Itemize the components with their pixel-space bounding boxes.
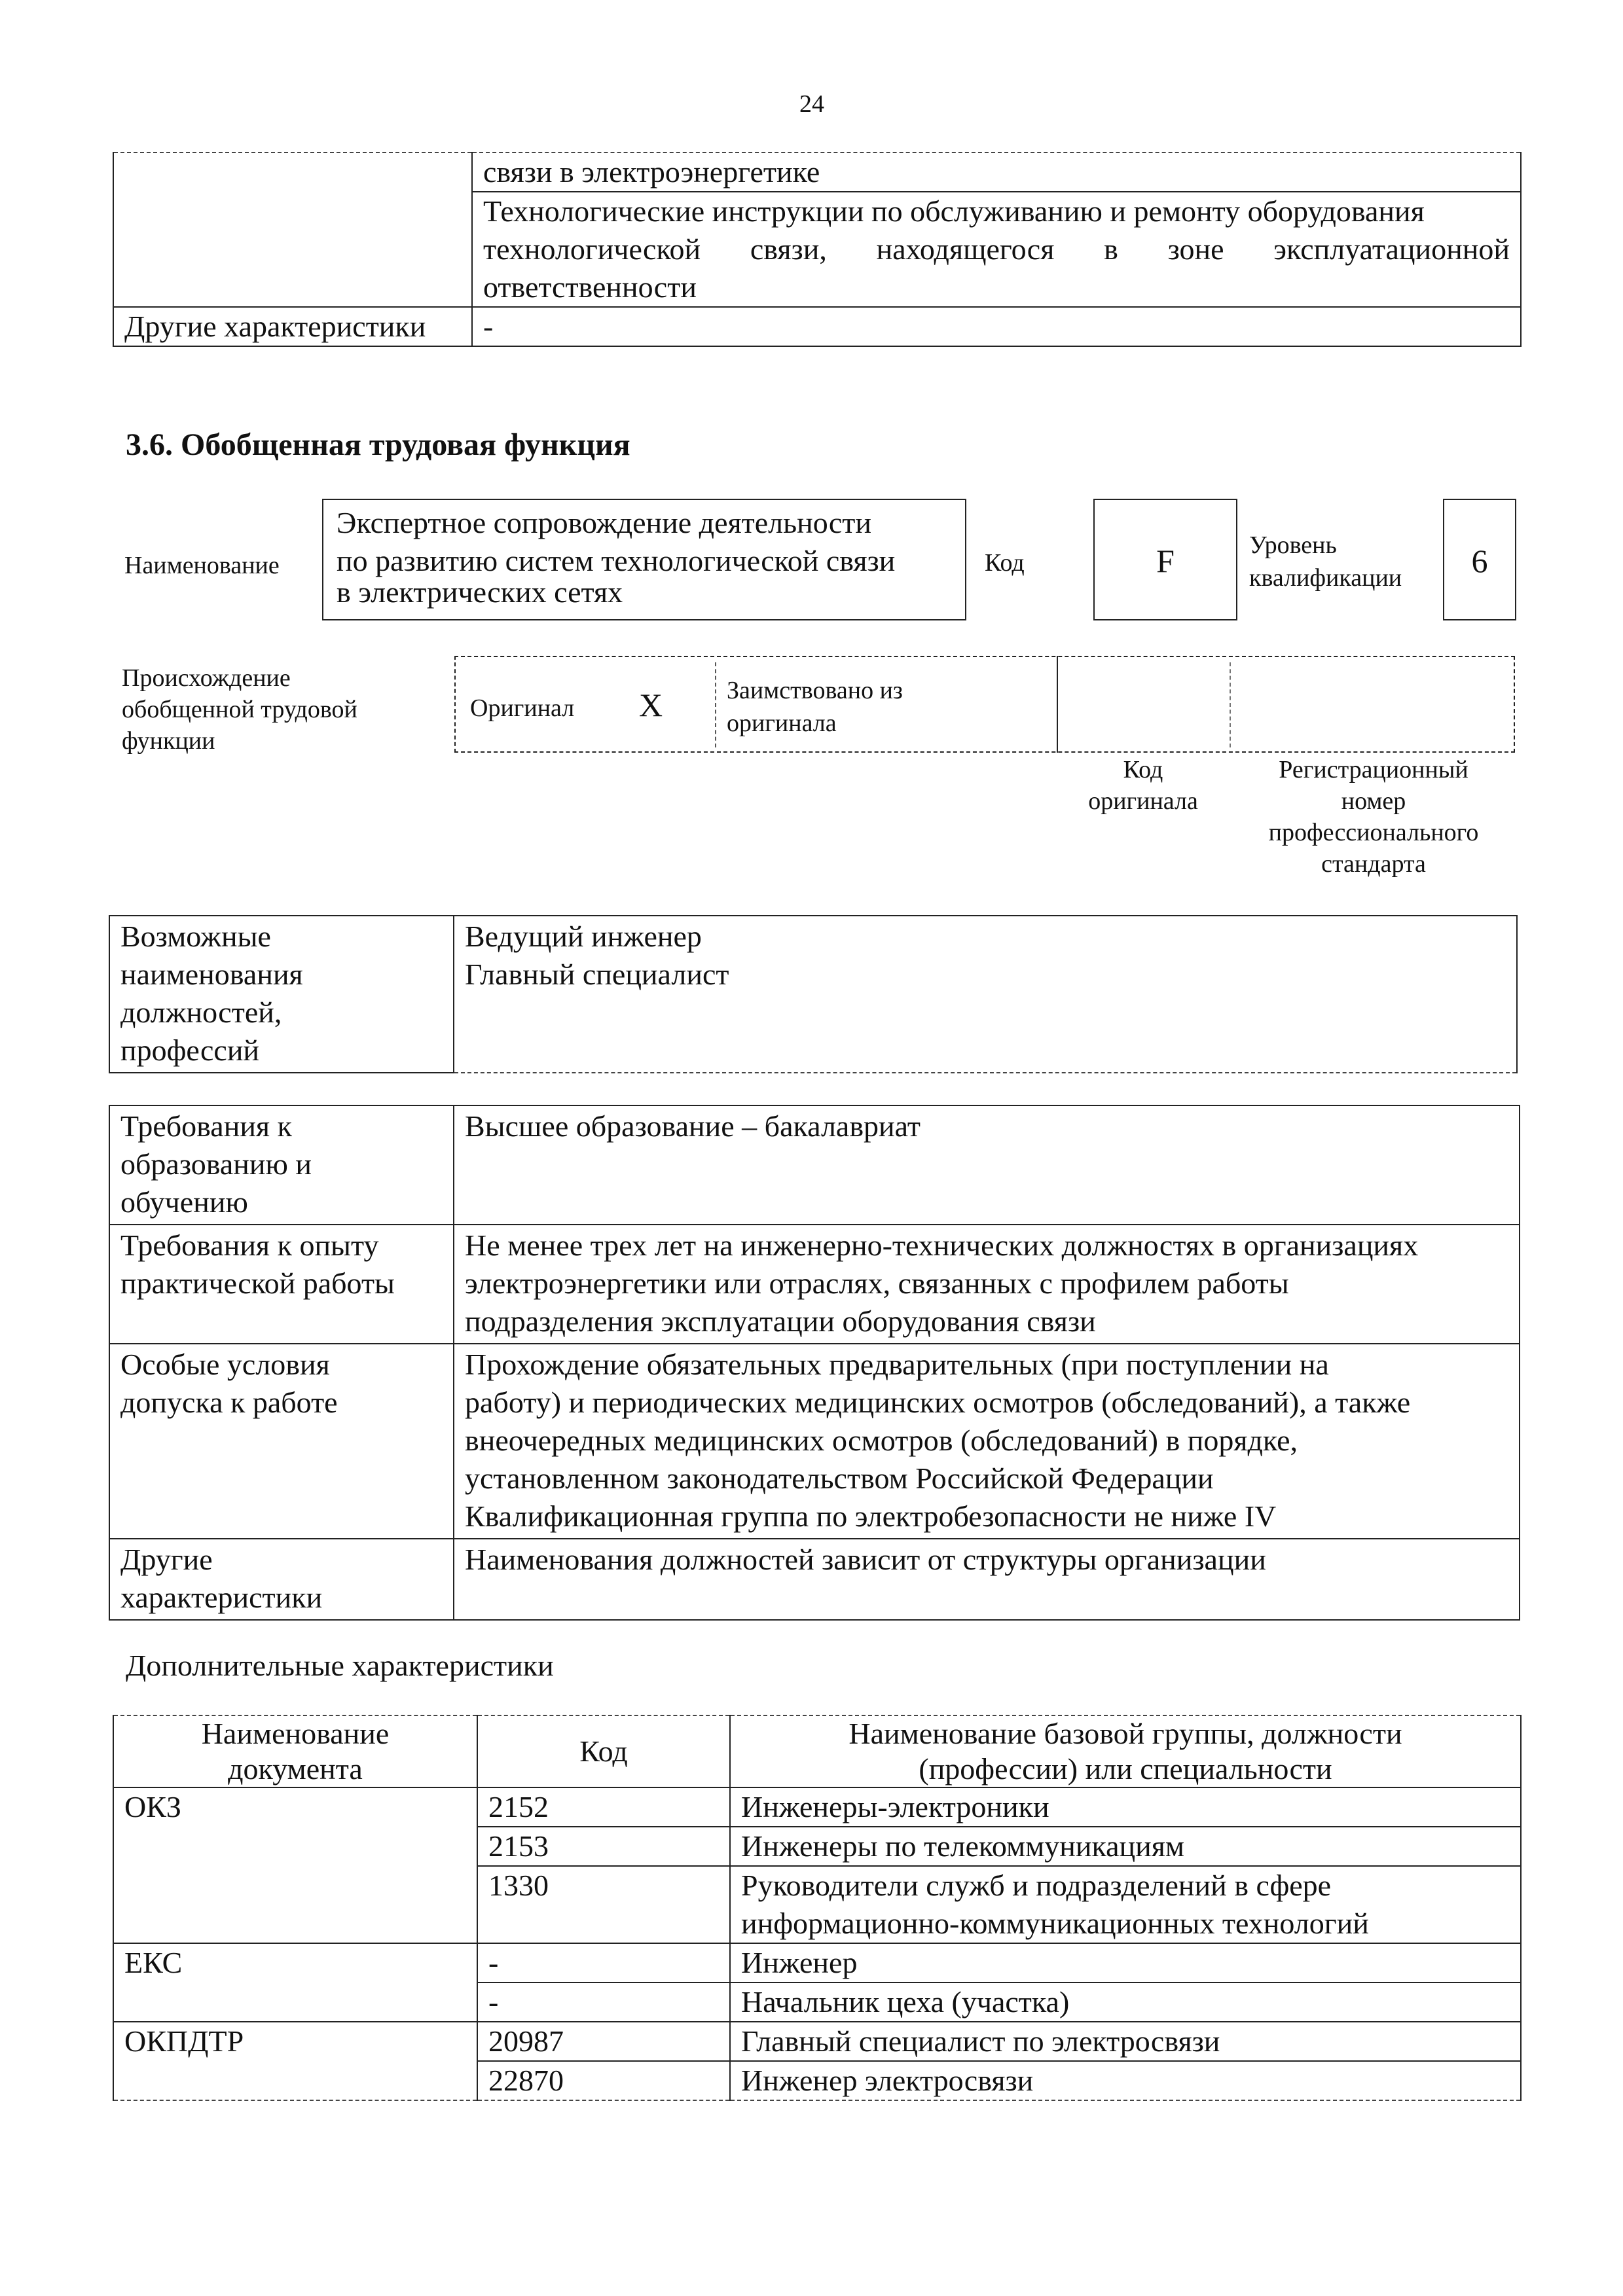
req-conditions-value-line3: внеочередных медицинских осмотров (обследований) в порядке, (465, 1424, 1298, 1457)
name-text-line2: информационно-коммуникационных технологий (741, 1907, 1369, 1940)
code-cell (477, 2061, 730, 2100)
req-education-value (454, 1105, 1520, 1225)
name-cell (730, 1866, 1521, 1943)
origin-label-line3: функции (122, 727, 215, 755)
req-other-value-line1: Наименования должностей зависит от структуры организации (465, 1543, 1266, 1576)
additional-title: Дополнительные характеристики (126, 1649, 554, 1682)
reg-caption-line2: номер (1341, 787, 1406, 815)
origin-label-line1: Происхождение (122, 664, 291, 692)
code-cell (477, 1787, 730, 1827)
req-other-label-line1: Другие (120, 1543, 213, 1576)
reg-caption-line1: Регистрационный (1279, 756, 1468, 783)
code-text: 1330 (488, 1869, 549, 1902)
requirements-table (109, 1105, 1520, 1621)
borrowed-line1: Заимствовано из (727, 677, 903, 704)
header-group (730, 1715, 1521, 1787)
prev-row2-line3: ответственности (483, 270, 697, 304)
name-value-line2: по развитию систем технологической связи (337, 544, 896, 577)
req-conditions-value-line4: установленном законодательством Российской Федерации (465, 1462, 1214, 1495)
code-value: F (1156, 543, 1175, 579)
requirement-row-education (109, 1105, 1520, 1225)
doc-okpdtr (113, 2022, 477, 2100)
code-caption-line2: оригинала (1088, 787, 1198, 815)
code-text: 20987 (488, 2024, 564, 2058)
code-cell (477, 2022, 730, 2061)
req-conditions-value-line2: работу) и периодических медицинских осмотров (обследований), а также (465, 1386, 1411, 1419)
section-title: 3.6. Обобщенная трудовая функция (126, 427, 630, 462)
page-number: 24 (799, 90, 824, 118)
req-education-value-line1: Высшее образование – бакалавриат (465, 1109, 921, 1143)
req-conditions-value-line5: Квалификационная группа по электробезопасности не ниже IV (465, 1499, 1277, 1533)
prev-table (113, 152, 1522, 347)
prev-other-value (472, 307, 1521, 346)
header-doc (113, 1715, 477, 1787)
origin-divider-reg (1230, 662, 1231, 747)
table-row (113, 2022, 1521, 2061)
positions-label-line3: должностей, (120, 996, 282, 1029)
prev-other-label-text: Другие характеристики (124, 310, 426, 343)
doc-okz (113, 1787, 477, 1943)
req-experience-label (109, 1225, 454, 1344)
code-caption-line1: Код (1123, 756, 1163, 783)
name-text: Инженер (741, 1946, 858, 1979)
origin-label (122, 662, 357, 757)
doc-okpdtr-text: ОКПДТР (124, 2024, 244, 2058)
code-cell (477, 1827, 730, 1866)
header-code (477, 1715, 730, 1787)
req-education-label-line3: обучению (120, 1185, 248, 1219)
req-conditions-value (454, 1344, 1520, 1539)
requirement-row-other (109, 1539, 1520, 1620)
req-experience-value-line1: Не менее трех лет на инженерно-технических должностях в организациях (465, 1229, 1419, 1262)
req-other-label-line2: характеристики (120, 1581, 323, 1614)
name-text: Главный специалист по электросвязи (741, 2024, 1220, 2058)
prev-row2-cell (472, 192, 1521, 307)
name-cell (730, 1982, 1521, 2022)
prev-row2-line1: Технологические инструкции по обслуживанию и ремонту оборудования (483, 194, 1425, 228)
header-doc-line2: документа (228, 1752, 363, 1785)
positions-label-line2: наименования (120, 958, 303, 991)
code-value-box (1093, 499, 1237, 620)
positions-label-line1: Возможные (120, 920, 271, 953)
code-original-caption (1057, 754, 1230, 817)
additional-header-row (113, 1715, 1521, 1787)
req-conditions-label-line1: Особые условия (120, 1348, 330, 1381)
level-value-box (1443, 499, 1516, 620)
req-experience-value (454, 1225, 1520, 1344)
name-value-box (322, 499, 966, 620)
code-cell (477, 1866, 730, 1943)
borrowed-label (727, 674, 903, 740)
code-text: 22870 (488, 2064, 564, 2097)
code-text: - (488, 1985, 499, 2018)
name-text: Инженер электросвязи (741, 2064, 1034, 2097)
doc-eks (113, 1943, 477, 2022)
name-text: Инженеры-электроники (741, 1790, 1049, 1823)
name-label: Наименование (124, 552, 280, 579)
req-conditions-label (109, 1344, 454, 1539)
positions-value-line1: Ведущий инженер (465, 920, 702, 953)
req-experience-label-line2: практической работы (120, 1266, 395, 1300)
code-cell (477, 1982, 730, 2022)
prev-other-label (113, 307, 472, 346)
reg-number-caption (1231, 754, 1516, 880)
name-value-line3: в электрических сетях (337, 575, 623, 609)
origin-box (454, 656, 1515, 753)
table-row (113, 1787, 1521, 1827)
name-text: Начальник цеха (участка) (741, 1985, 1070, 2018)
doc-okz-text: ОКЗ (124, 1790, 181, 1823)
additional-table (113, 1715, 1522, 2101)
name-cell (730, 2022, 1521, 2061)
header-group-line2: (профессии) или специальности (919, 1752, 1332, 1785)
prev-other-value-text: - (483, 310, 494, 343)
level-label-line1: Уровень (1249, 531, 1337, 559)
req-conditions-label-line2: допуска к работе (120, 1386, 338, 1419)
req-education-label-line1: Требования к (120, 1109, 292, 1143)
header-group-line1: Наименование базовой группы, должности (848, 1717, 1402, 1750)
name-cell (730, 2061, 1521, 2100)
level-value: 6 (1471, 543, 1488, 579)
positions-label-line4: профессий (120, 1033, 260, 1067)
positions-table (109, 915, 1518, 1073)
req-experience-label-line1: Требования к опыту (120, 1229, 379, 1262)
req-experience-value-line2: электроэнергетики или отраслях, связанных с профилем работы (465, 1266, 1289, 1300)
requirement-row-conditions (109, 1344, 1520, 1539)
req-other-label (109, 1539, 454, 1620)
name-cell (730, 1827, 1521, 1866)
level-label-line2: квалификации (1249, 564, 1402, 592)
req-education-label (109, 1105, 454, 1225)
origin-divider-borrowed (715, 662, 716, 747)
positions-label (109, 916, 454, 1073)
table-row (113, 1943, 1521, 1982)
code-text: 2152 (488, 1790, 549, 1823)
prev-row1-cell (472, 152, 1521, 192)
reg-caption-line4: стандарта (1321, 850, 1426, 878)
name-cell (730, 1787, 1521, 1827)
name-text-line1: Руководители служб и подразделений в сфере (741, 1869, 1332, 1902)
name-value-line1: Экспертное сопровождение деятельности (337, 506, 871, 539)
code-cell (477, 1943, 730, 1982)
code-text: - (488, 1946, 499, 1979)
positions-value (454, 916, 1517, 1073)
reg-caption-line3: профессионального (1268, 819, 1479, 846)
req-experience-value-line3: подразделения эксплуатации оборудования связи (465, 1304, 1096, 1338)
origin-divider-code (1057, 656, 1058, 753)
name-text: Инженеры по телекоммуникациям (741, 1829, 1185, 1863)
req-education-label-line2: образованию и (120, 1147, 312, 1181)
doc-eks-text: ЕКС (124, 1946, 183, 1979)
prev-table-empty-cell (113, 152, 472, 307)
requirement-row-experience (109, 1225, 1520, 1344)
level-label (1249, 529, 1402, 594)
req-conditions-value-line1: Прохождение обязательных предварительных (при поступлении на (465, 1348, 1329, 1381)
positions-value-line2: Главный специалист (465, 958, 729, 991)
origin-label-line2: обобщенной трудовой (122, 696, 357, 723)
prev-row2-line2: технологической связи, находящегося в зоне эксплуатационной (483, 232, 1510, 266)
name-cell (730, 1943, 1521, 1982)
req-other-value (454, 1539, 1520, 1620)
header-doc-line1: Наименование (201, 1717, 390, 1750)
original-label: Оригинал (470, 694, 575, 722)
header-code-text: Код (579, 1734, 628, 1768)
code-label: Код (985, 549, 1025, 577)
borrowed-line2: оригинала (727, 709, 837, 737)
code-text: 2153 (488, 1829, 549, 1863)
original-mark: X (639, 687, 663, 723)
prev-row1-text: связи в электроэнергетике (483, 155, 820, 188)
